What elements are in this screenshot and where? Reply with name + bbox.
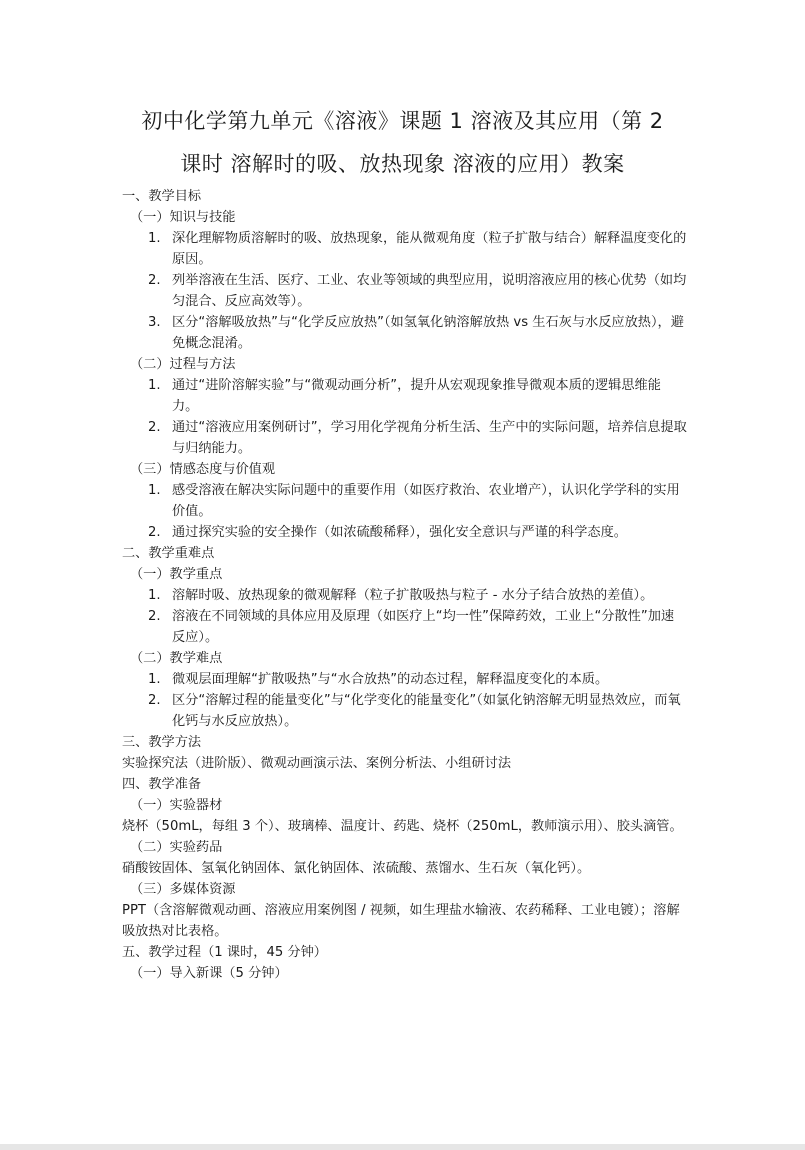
list-item (122, 312, 687, 354)
section-heading: 三、教学方法 (122, 735, 202, 750)
list-item (122, 585, 687, 606)
paragraph: 实验探究法（进阶版）、微观动画演示法、案例分析法、小组研讨法 (122, 756, 512, 771)
list-text: 列举溶液在生活、医疗、工业、农业等领域的典型应用，说明溶液应用的核心优势（如均匀混合、反应高效等）。 (172, 273, 687, 309)
page-bottom-edge (0, 1144, 805, 1150)
list-text: 区分“溶解吸放热”与“化学反应放热”（如氢氧化钠溶解放热 vs 生石灰与水反应放热），避免概念混淆。 (172, 315, 684, 351)
subsection-heading: （一）实验器材 (130, 798, 223, 813)
section-heading: 四、教学准备 (122, 777, 202, 792)
list-number: 1. (148, 378, 161, 393)
title-line-2: 课时 溶解时的吸、放热现象 溶液的应用）教案 (180, 152, 625, 176)
list-text: 溶液在不同领域的具体应用及原理（如医疗上“均一性”保障药效，工业上“分散性”加速反应）。 (172, 609, 675, 645)
section-heading: 五、教学过程（1 课时，45 分钟） (122, 945, 327, 960)
list-item (122, 690, 687, 732)
list-text: 通过探究实验的安全操作（如浓硫酸稀释），强化安全意识与严谨的科学态度。 (172, 525, 627, 540)
section-heading: 二、教学重难点 (122, 546, 215, 561)
list-item (122, 228, 687, 270)
subsection-heading: （三）情感态度与价值观 (130, 462, 276, 477)
list-item (122, 375, 687, 417)
list-text: 通过“溶液应用案例研讨”，学习用化学视角分析生活、生产中的实际问题，培养信息提取与归纳能力。 (172, 420, 687, 456)
list-text: 区分“溶解过程的能量变化”与“化学变化的能量变化”（如氯化钠溶解无明显热效应，而氧化钙与水反应放热）。 (172, 693, 681, 729)
list-number: 2. (148, 693, 161, 708)
subsection-heading: （一）导入新课（5 分钟） (130, 966, 288, 981)
list-item (122, 417, 687, 459)
list-item (122, 669, 687, 690)
subsection-heading: （二）教学难点 (130, 651, 223, 666)
list-number: 3. (148, 315, 161, 330)
list-item (122, 270, 687, 312)
subsection-heading: （三）多媒体资源 (130, 882, 236, 897)
subsection-heading: （一）教学重点 (130, 567, 223, 582)
list-text: 溶解时吸、放热现象的微观解释（粒子扩散吸热与粒子 - 水分子结合放热的差值）。 (172, 588, 654, 603)
paragraph: 硝酸铵固体、氢氧化钠固体、氯化钠固体、浓硫酸、蒸馏水、生石灰（氧化钙）。 (122, 861, 591, 876)
list-number: 1. (148, 231, 161, 246)
list-number: 2. (148, 525, 161, 540)
subsection-heading: （一）知识与技能 (130, 210, 236, 225)
list-number: 1. (148, 483, 161, 498)
list-text: 感受溶液在解决实际问题中的重要作用（如医疗救治、农业增产），认识化学学科的实用价值。 (172, 483, 680, 519)
list-text: 深化理解物质溶解时的吸、放热现象，能从微观角度（粒子扩散与结合）解释温度变化的原因。 (172, 231, 687, 267)
list-item (122, 606, 687, 648)
list-item (122, 480, 687, 522)
list-number: 2. (148, 420, 161, 435)
title-line-1: 初中化学第九单元《溶液》课题 1 溶液及其应用（第 2 (141, 109, 664, 133)
list-number: 2. (148, 609, 161, 624)
paragraph: 烧杯（50mL，每组 3 个）、玻璃棒、温度计、药匙、烧杯（250mL，教师演示用）、胶头滴管。 (122, 819, 683, 834)
subsection-heading: （二）过程与方法 (130, 357, 236, 372)
list-text: 通过“进阶溶解实验”与“微观动画分析”，提升从宏观现象推导微观本质的逻辑思维能力。 (172, 378, 661, 414)
list-number: 2. (148, 273, 161, 288)
list-number: 1. (148, 672, 161, 687)
document-title (100, 100, 705, 186)
list-item (122, 522, 687, 543)
list-number: 1. (148, 588, 161, 603)
paragraph: PPT（含溶解微观动画、溶液应用案例图 / 视频，如生理盐水输液、农药稀释、工业电镀）；溶解吸放热对比表格。 (122, 903, 680, 939)
subsection-heading: （二）实验药品 (130, 840, 223, 855)
document-body (122, 186, 687, 984)
section-heading: 一、教学目标 (122, 189, 202, 204)
list-text: 微观层面理解“扩散吸热”与“水合放热”的动态过程，解释温度变化的本质。 (172, 672, 609, 687)
